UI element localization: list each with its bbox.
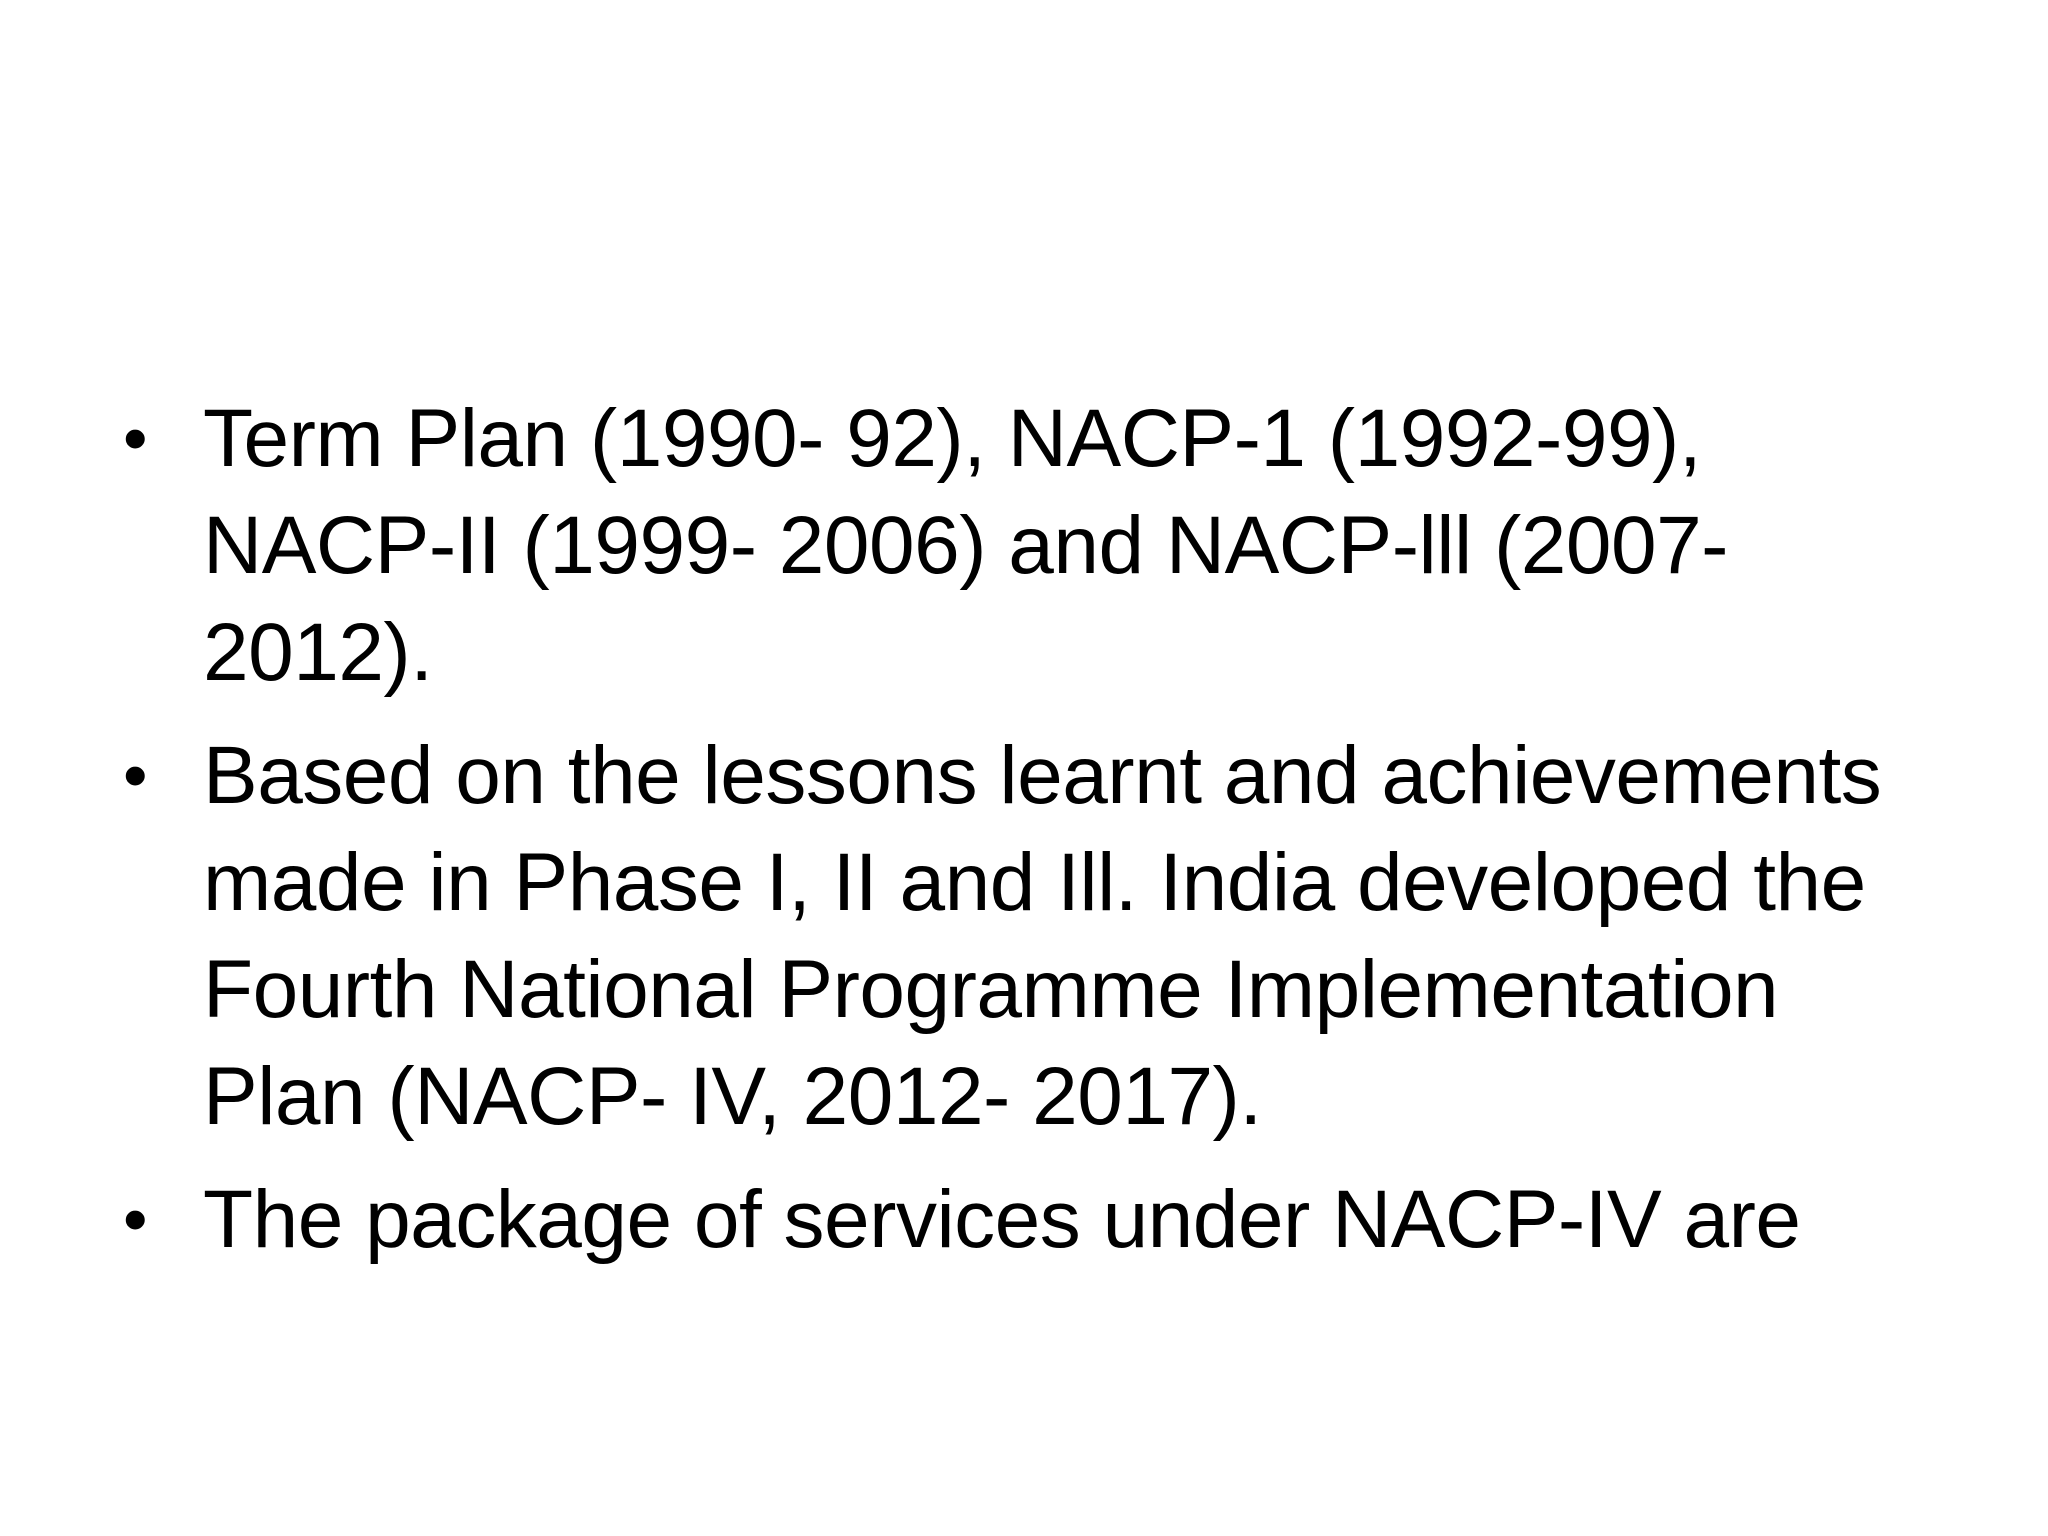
text-line: made in Phase I, II and Ill. India developed the [203, 837, 1866, 928]
bullet-icon: • [123, 1180, 148, 1258]
bullet-text [203, 722, 1940, 1150]
text-line: NACP-II (1999- 2006) and NACP-lll (2007- [203, 500, 1728, 591]
bullet-item-2 [120, 722, 1940, 1150]
bullet-text [203, 385, 1940, 706]
text-line: The package of services under NACP-IV are [203, 1174, 1801, 1265]
text-line: 2012). [203, 607, 433, 698]
text-line: Plan (NACP- IV, 2012- 2017). [203, 1051, 1262, 1142]
bullet-icon: • [123, 736, 148, 814]
bullet-item-1 [120, 385, 1940, 706]
bullet-item-3 [120, 1166, 1940, 1273]
text-line: Fourth National Programme Implementation [203, 944, 1779, 1035]
bullet-list [120, 385, 1940, 1273]
bullet-text [203, 1166, 1940, 1273]
text-line: Term Plan (1990- 92), NACP-1 (1992-99), [203, 393, 1702, 484]
slide-body [120, 385, 1940, 1289]
bullet-icon: • [123, 399, 148, 477]
text-line: Based on the lessons learnt and achievements [203, 730, 1882, 821]
